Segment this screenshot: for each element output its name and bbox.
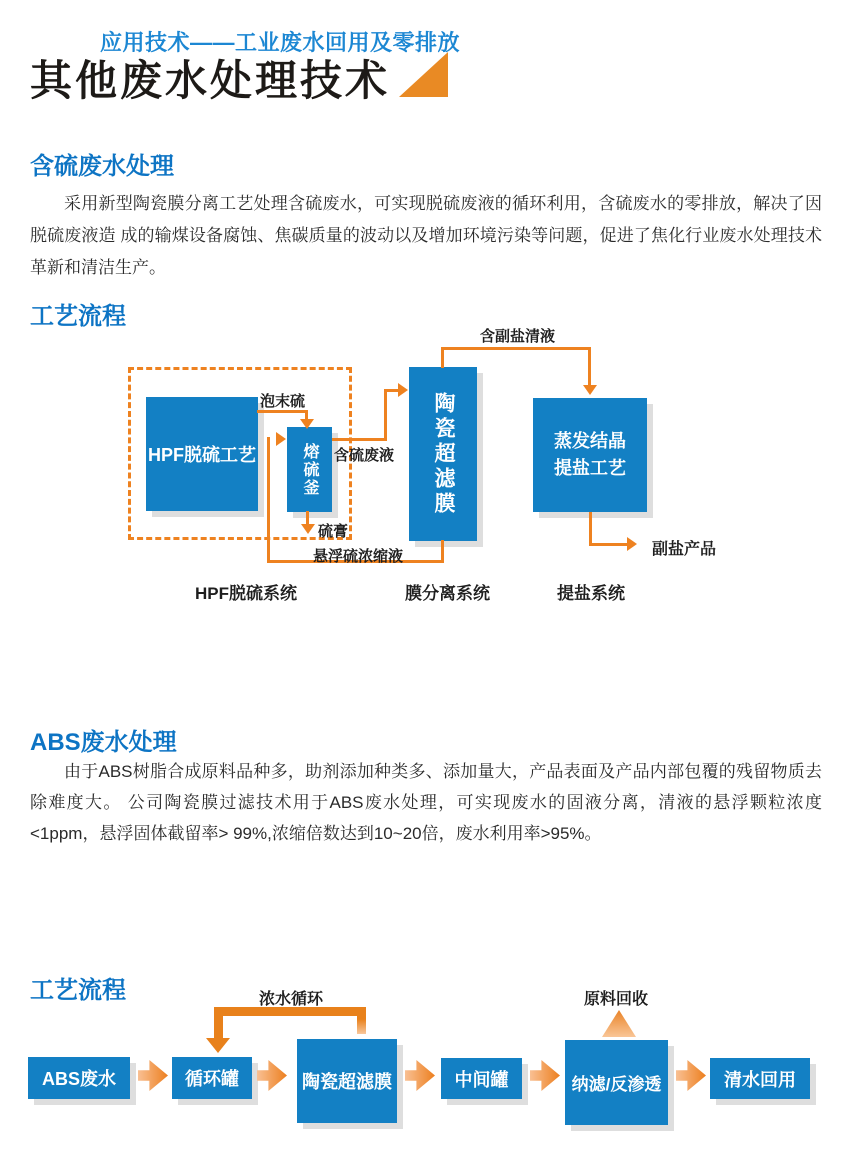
salt-product-arrowhead-icon (627, 537, 637, 551)
title-triangle-icon (399, 52, 448, 97)
flow-box-nanofiltration (565, 1040, 668, 1125)
sulfur-waste-line-h1 (332, 438, 387, 441)
salt-liquid-line-v2 (588, 347, 591, 387)
sulfur-waste-line-v (384, 389, 387, 441)
flow-box-ceramic-membrane (409, 367, 477, 541)
salt-liquid-line-v1 (441, 347, 444, 368)
page-title: 其他废水处理技术 (30, 57, 391, 104)
caption-hpf-system: HPF脱硫系统 (195, 584, 297, 603)
salt-product-line-h (589, 543, 629, 546)
flow-box-abs-wastewater (28, 1057, 130, 1099)
flow-box-abs-wastewater-label: ABS废水 (41, 1069, 116, 1089)
recovery-arrow-icon (602, 1010, 636, 1037)
sulfur-waste-label: 含硫废液 (334, 447, 395, 464)
suspended-sulfur-line-left-v (267, 437, 270, 563)
step-arrow-4-icon (530, 1060, 560, 1091)
flow-box-clean-water-reuse-label: 清水回用 (724, 1069, 796, 1090)
salt-product-line-v (589, 512, 592, 546)
foam-sulfur-arrowhead-icon (300, 419, 314, 429)
abs-section-heading: ABS废水处理 (30, 729, 177, 756)
recycle-loop-arrowhead-icon (206, 1038, 230, 1053)
recovery-label: 原料回收 (584, 991, 649, 1008)
foam-sulfur-label: 泡末硫 (260, 393, 306, 410)
flow-box-evaporation-line1: 蒸发结晶 (554, 431, 626, 451)
flow-box-intermediate-tank-label: 中间罐 (454, 1069, 509, 1090)
flow-box-ceramic-membrane-2 (297, 1039, 397, 1123)
flow-box-ceramic-membrane-2-label: 陶瓷超滤膜 (302, 1072, 392, 1092)
step-arrow-3-icon (405, 1060, 435, 1091)
caption-membrane-system: 膜分离系统 (405, 584, 490, 603)
sulfur-section-paragraph: 采用新型陶瓷膜分离工艺处理含硫废水，可实现脱硫废液的循环利用，含硫废水的零排放，解决了因脱硫废液造 成的输煤设备腐蚀、焦碳质量的波动以及增加环境污染等问题，促进了焦化行业废水处理技术革新和清洁生产。 (30, 194, 822, 277)
step-arrow-1-icon (138, 1060, 168, 1091)
flow-box-circulation-tank (172, 1057, 252, 1099)
abs-flow-heading: 工艺流程 (30, 977, 126, 1004)
flow-box-ceramic-membrane-label: 陶瓷超滤膜 (432, 391, 455, 517)
caption-salt-system: 提盐系统 (557, 584, 625, 603)
sulfur-section-heading: 含硫废水处理 (30, 153, 174, 180)
page-subtitle: 应用技术——工业废水回用及零排放 (100, 30, 461, 55)
flow-box-hpf-label: HPF脱硫工艺 (148, 445, 256, 465)
flow-box-hpf (146, 397, 258, 511)
flow-box-intermediate-tank (441, 1058, 522, 1099)
sulfur-paste-arrowhead-icon (301, 524, 315, 534)
sulfur-waste-arrowhead-icon (398, 383, 408, 397)
salt-liquid-arrowhead-icon (583, 385, 597, 395)
flow-box-circulation-tank-label: 循环罐 (185, 1069, 239, 1089)
flow-box-evaporation-line2: 提盐工艺 (554, 458, 626, 478)
step-arrow-5-icon (676, 1060, 706, 1091)
sulfur-paste-label: 硫膏 (318, 523, 349, 540)
salt-product-label: 副盐产品 (652, 541, 717, 558)
salt-liquid-line-h (441, 347, 591, 350)
flow-box-clean-water-reuse (710, 1058, 810, 1099)
recycle-label: 浓水循环 (259, 991, 324, 1008)
flow-box-evaporation (533, 398, 647, 512)
recycle-loop-left-bar (214, 1007, 223, 1040)
abs-section-paragraph: 由于ABS树脂合成原料品种多，助剂添加种类多、添加量大，产品表面及产品内部包覆的残留物质去除难度大。 公司陶瓷膜过滤技术用于ABS废水处理，可实现废水的固液分离，清液的悬浮颗粒浓度<1ppm，悬浮固体截留率> 99%,浓缩倍数达到10~20倍，废水利用率>95%。 (30, 762, 822, 843)
suspended-sulfur-label: 悬浮硫浓缩液 (313, 548, 404, 565)
step-arrow-2-icon (257, 1060, 287, 1091)
salt-liquid-label: 含副盐清液 (480, 328, 556, 345)
flow-box-melting-kettle (287, 427, 332, 512)
sulfur-flow-heading: 工艺流程 (30, 303, 126, 330)
flow-box-nanofiltration-label: 纳滤/反渗透 (571, 1075, 662, 1094)
flow-box-melting-kettle-label: 熔硫釜 (301, 442, 318, 497)
recycle-loop-right-bar (357, 1007, 366, 1034)
suspended-sulfur-arrowhead-icon (276, 432, 286, 446)
